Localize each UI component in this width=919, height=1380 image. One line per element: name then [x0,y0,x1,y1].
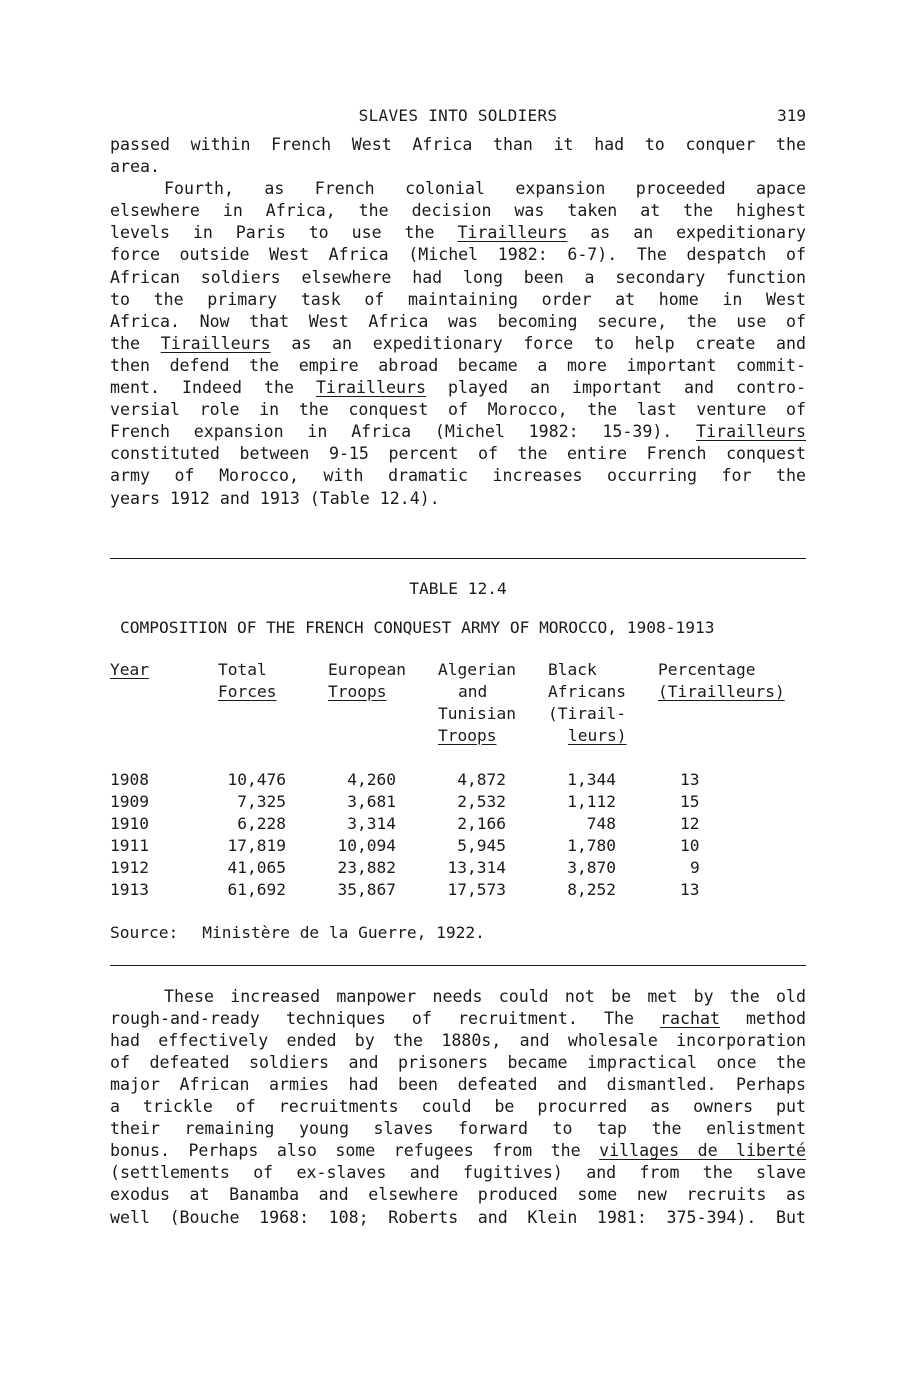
text-segment: bonus. Perhaps also some refugees from the [110,1141,600,1161]
text-line [110,1008,806,1030]
cell-year: 1908 [110,769,149,789]
text-line: African soldiers elsewhere had long been a secondary function [110,267,806,287]
table-source [110,923,806,942]
text-line: (settlements of ex-slaves and fugitives) and from the slave [110,1163,806,1183]
italic-term: Tirailleurs [457,223,568,243]
cell-black: 3,870 [567,857,616,877]
cell-black: 8,252 [567,879,616,899]
text-line: their remaining young slaves forward to tap the enlistment [110,1119,806,1139]
header-stack [548,659,626,747]
table-row [110,857,806,879]
source-text: Ministère de la Guerre, 1922. [202,922,485,942]
table-row [110,791,806,813]
header-text: Year [110,659,149,679]
column-header-total [218,659,328,747]
text-segment: played an important and contro- [425,378,806,398]
text-segment: ment. Indeed the [110,378,317,398]
table-bottom-rule [110,965,806,966]
cell-percentage: 13 [680,879,700,899]
paragraph-fourth [110,178,806,509]
header-stack [438,659,516,747]
cell-black: 1,780 [567,835,616,855]
book-page [110,100,806,1229]
cell-black: 1,344 [567,769,616,789]
text-segment: rough-and-ready techniques of recruitment. The [110,1008,661,1028]
italic-term: villages de liberté [599,1141,806,1161]
text-segment: the [110,333,161,353]
header-text: Percentage [658,659,756,679]
text-line: then defend the empire abroad became a more important commit- [110,355,806,375]
text-line: of defeated soldiers and prisoners became impractical once the [110,1052,806,1072]
header-text: Black [548,659,597,679]
cell-algerian: 2,532 [457,791,506,811]
italic-term: Tirailleurs [316,378,426,398]
text-line: to the primary task of maintaining order at home in West [110,289,806,309]
text-line: major African armies had been defeated and dismantled. Perhaps [110,1074,806,1094]
header-stack [658,659,785,703]
column-header-year [110,659,218,747]
text-segment: as an expeditionary force to help create and [270,333,806,353]
text-segment: as an expeditionary [567,223,806,243]
cell-year: 1909 [110,791,149,811]
italic-term: rachat [660,1008,720,1028]
cell-algerian: 2,166 [457,813,506,833]
cell-total: 6,228 [237,813,286,833]
text-line: elsewhere in Africa, the decision was taken at the highest [110,201,806,221]
table-number: TABLE 12.4 [409,578,507,598]
header-text: Troops [438,725,497,745]
running-header [110,100,806,134]
text-segment: levels in Paris to use the [110,223,458,243]
header-text: European [328,659,406,679]
table-caption: COMPOSITION OF THE FRENCH CONQUEST ARMY OF MOROCCO, 1908-1913 [120,617,715,637]
cell-european: 10,094 [337,835,396,855]
text-line [110,333,806,355]
text-line: versial role in the conquest of Morocco, the last venture of [110,400,806,420]
cell-total: 41,065 [227,857,286,877]
text-line [110,1140,806,1162]
cell-percentage: 10 [680,835,700,855]
table-row [110,835,806,857]
header-stack [328,659,406,703]
header-text: Total [218,659,267,679]
table-block [110,558,806,966]
table-row [110,813,806,835]
italic-term: Tirailleurs [696,422,806,442]
cell-european: 23,882 [337,857,396,877]
cell-percentage: 9 [690,857,700,877]
text-line [110,222,806,244]
text-line [110,421,806,443]
cell-year: 1911 [110,835,149,855]
text-line: Africa. Now that West Africa was becoming secure, the use of [110,311,806,331]
cell-year: 1913 [110,879,149,899]
text-line: force outside West Africa (Michel 1982: 6-7). The despatch of [110,245,806,265]
header-text: Algerian [438,659,516,679]
cell-algerian: 5,945 [457,835,506,855]
cell-european: 4,260 [347,769,396,789]
cell-total: 17,819 [227,835,286,855]
header-stack [218,659,276,703]
source-label: Source: [110,922,179,942]
cell-algerian: 13,314 [447,857,506,877]
text-line: passed within French West Africa than it had to conquer the [110,135,806,154]
header-text: (Tirail- [548,703,626,723]
text-line: army of Morocco, with dramatic increases occurring for the [110,466,806,486]
text-line: constituted between 9-15 percent of the entire French conquest [110,444,806,464]
cell-black: 1,112 [567,791,616,811]
cell-year: 1910 [110,813,149,833]
cell-total: 10,476 [227,769,286,789]
header-text: and [458,681,488,701]
data-table [110,659,806,901]
header-stack [110,659,149,681]
text-line: area. [110,157,160,177]
table-top-rule [110,558,806,559]
cell-percentage: 15 [680,791,700,811]
text-segment: French expansion in Africa (Michel 1982: 15-39). [110,422,697,442]
cell-total: 61,692 [227,879,286,899]
header-text: Africans [548,681,626,701]
header-text: (Tirailleurs) [658,681,785,701]
header-text: Tunisian [438,703,516,723]
page-number: 319 [777,106,806,125]
cell-percentage: 12 [680,813,700,833]
column-header-black-africans [548,659,658,747]
cell-algerian: 17,573 [447,879,506,899]
column-header-percentage [658,659,806,747]
text-line: had effectively ended by the 1880s, and wholesale incorporation [110,1030,806,1050]
header-text: leurs) [568,725,627,745]
text-segment: method [719,1008,806,1028]
cell-year: 1912 [110,857,149,877]
table-row [110,769,806,791]
text-line: a trickle of recruitments could be procurred as owners put [110,1097,806,1117]
paragraph-continuation [110,134,806,178]
cell-black: 748 [586,813,616,833]
text-line: exodus at Banamba and elsewhere produced some new recruits as [110,1185,806,1205]
table-row [110,879,806,901]
text-line: Fourth, as French colonial expansion proceeded apace [164,179,806,199]
cell-total: 7,325 [237,791,286,811]
italic-term: Tirailleurs [160,333,271,353]
column-header-algerian [438,659,548,747]
text-line [110,377,806,399]
cell-european: 3,314 [347,813,396,833]
paragraph-manpower [110,986,806,1229]
running-title: SLAVES INTO SOLDIERS [358,106,558,125]
cell-algerian: 4,872 [457,769,506,789]
text-line: These increased manpower needs could not be met by the old [164,986,806,1006]
cell-european: 3,681 [347,791,396,811]
header-text: Forces [218,681,277,701]
text-line: well (Bouche 1968: 108; Roberts and Klein 1981: 375-394). But [110,1207,806,1227]
column-header-european [328,659,438,747]
text-line: years 1912 and 1913 (Table 12.4). [110,488,440,508]
table-header-row [110,659,806,747]
header-text: Troops [328,681,387,701]
cell-percentage: 13 [680,769,700,789]
cell-european: 35,867 [337,879,396,899]
